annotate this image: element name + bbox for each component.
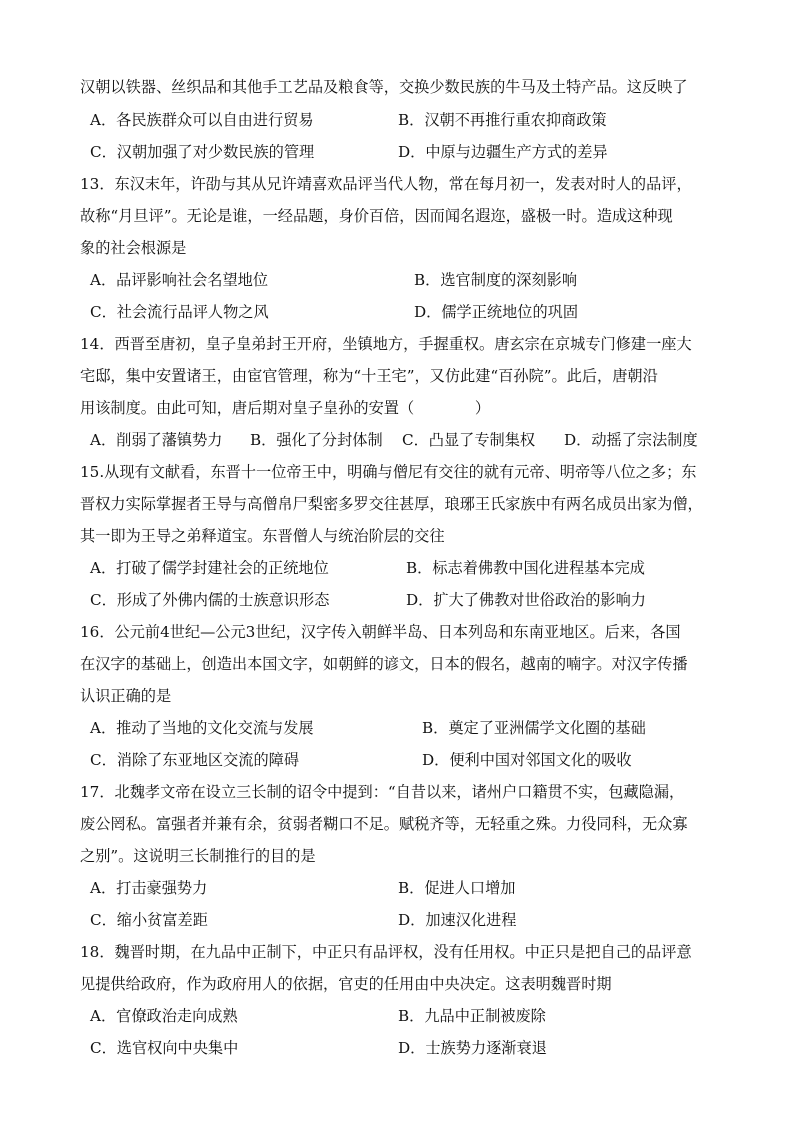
q16-stem-line-3: 认识正确的是 (80, 687, 172, 705)
q18-stem-line-1: 18．魏晋时期，在九品中正制下，中正只有品评权，没有任用权。中正只是把自己的品评意 (80, 943, 692, 961)
q13-option-d[interactable]: D．儒学正统地位的巩固 (414, 303, 579, 321)
q17-stem-line-3: 之别”。这说明三长制推行的目的是 (80, 847, 316, 865)
q15-stem-line-1: 15.从现有文献看，东晋十一位帝王中，明确与僧尼有交往的就有元帝、明帝等八位之多；东 (80, 463, 697, 481)
q12-option-b[interactable]: B．汉朝不再推行重农抑商政策 (398, 111, 607, 129)
q17-stem-line-2: 废公罔私。富强者并兼有余，贫弱者糊口不足。赋税齐等，无轻重之殊。力役同科，无众寡 (80, 815, 688, 833)
q17-option-b[interactable]: B．促进人口增加 (398, 879, 516, 897)
q15-stem-line-2: 晋权力实际掌握者王导与高僧帛尸梨密多罗交往甚厚，琅琊王氏家族中有两名成员出家为僧， (80, 495, 703, 513)
q14-option-b[interactable]: B．强化了分封体制 (250, 431, 383, 449)
q14-stem-line-1: 14．西晋至唐初，皇子皇弟封王开府，坐镇地方，手握重权。唐玄宗在京城专门修建一座大 (80, 335, 692, 353)
q15-option-b[interactable]: B．标志着佛教中国化进程基本完成 (406, 559, 645, 577)
q16-option-d[interactable]: D．便利中国对邻国文化的吸收 (422, 751, 632, 769)
q12-option-d[interactable]: D．中原与边疆生产方式的差异 (398, 143, 608, 161)
q18-option-b[interactable]: B．九品中正制被废除 (398, 1007, 546, 1025)
q12-option-a[interactable]: A．各民族群众可以自由进行贸易 (90, 111, 314, 129)
q17-stem-line-1: 17．北魏孝文帝在设立三长制的诏令中提到：“自昔以来，诸州户口籍贯不实，包藏隐漏， (80, 783, 685, 801)
q16-option-c[interactable]: C．消除了东亚地区交流的障碍 (90, 751, 300, 769)
q17-option-d[interactable]: D．加速汉化进程 (398, 911, 517, 929)
q18-option-d[interactable]: D．士族势力逐渐衰退 (398, 1039, 547, 1057)
q13-option-c[interactable]: C．社会流行品评人物之风 (90, 303, 269, 321)
q15-stem-line-3: 其一即为王导之弟释道宝。东晋僧人与统治阶层的交往 (80, 527, 445, 545)
q13-stem-line-3: 象的社会根源是 (80, 239, 187, 257)
q14-option-c[interactable]: C．凸显了专制集权 (402, 431, 536, 449)
q17-option-a[interactable]: A．打击豪强势力 (90, 879, 208, 897)
q13-stem-line-2: 故称“月旦评”。无论是谁，一经品题，身价百倍，因而闻名遐迩，盛极一时。造成这种现 (80, 207, 673, 225)
q13-option-a[interactable]: A．品评影响社会名望地位 (90, 271, 269, 289)
q18-stem-line-2: 见提供给政府，作为政府用人的依据，官吏的任用由中央决定。这表明魏晋时期 (80, 975, 612, 993)
q17-option-c[interactable]: C．缩小贫富差距 (90, 911, 208, 929)
q16-stem-line-1: 16．公元前4世纪—公元3世纪，汉字传入朝鲜半岛、日本列岛和东南亚地区。后来，各国 (80, 623, 681, 641)
q13-option-b[interactable]: B．选官制度的深刻影响 (414, 271, 578, 289)
q16-option-b[interactable]: B．奠定了亚洲儒学文化圈的基础 (422, 719, 646, 737)
q12-option-c[interactable]: C．汉朝加强了对少数民族的管理 (90, 143, 315, 161)
q15-option-a[interactable]: A．打破了儒学封建社会的正统地位 (90, 559, 329, 577)
q14-option-d[interactable]: D．动摇了宗法制度 (564, 431, 698, 449)
q18-option-a[interactable]: A．官僚政治走向成熟 (90, 1007, 238, 1025)
q13-stem-line-1: 13．东汉末年，许劭与其从兄许靖喜欢品评当代人物，常在每月初一，发表对时人的品评， (80, 175, 692, 193)
q16-stem-line-2: 在汉字的基础上，创造出本国文字，如朝鲜的谚文，日本的假名，越南的喃字。对汉字传播 (80, 655, 688, 673)
q14-stem-line-2: 宅邸，集中安置诸王，由宦官管理，称为“十王宅”，又仿此建“百孙院”。此后，唐朝沿 (80, 367, 658, 385)
q15-option-d[interactable]: D．扩大了佛教对世俗政治的影响力 (406, 591, 646, 609)
q15-option-c[interactable]: C．形成了外佛内儒的士族意识形态 (90, 591, 330, 609)
q18-option-c[interactable]: C．选官权向中央集中 (90, 1039, 239, 1057)
q14-option-a[interactable]: A．削弱了藩镇势力 (90, 431, 223, 449)
q14-stem-line-3: 用该制度。由此可知，唐后期对皇子皇孙的安置（ ） (80, 399, 491, 417)
q12-stem: 汉朝以铁器、丝织品和其他手工艺品及粮食等，交换少数民族的牛马及土特产品。这反映了 (80, 78, 688, 96)
q16-option-a[interactable]: A．推动了当地的文化交流与发展 (90, 719, 314, 737)
